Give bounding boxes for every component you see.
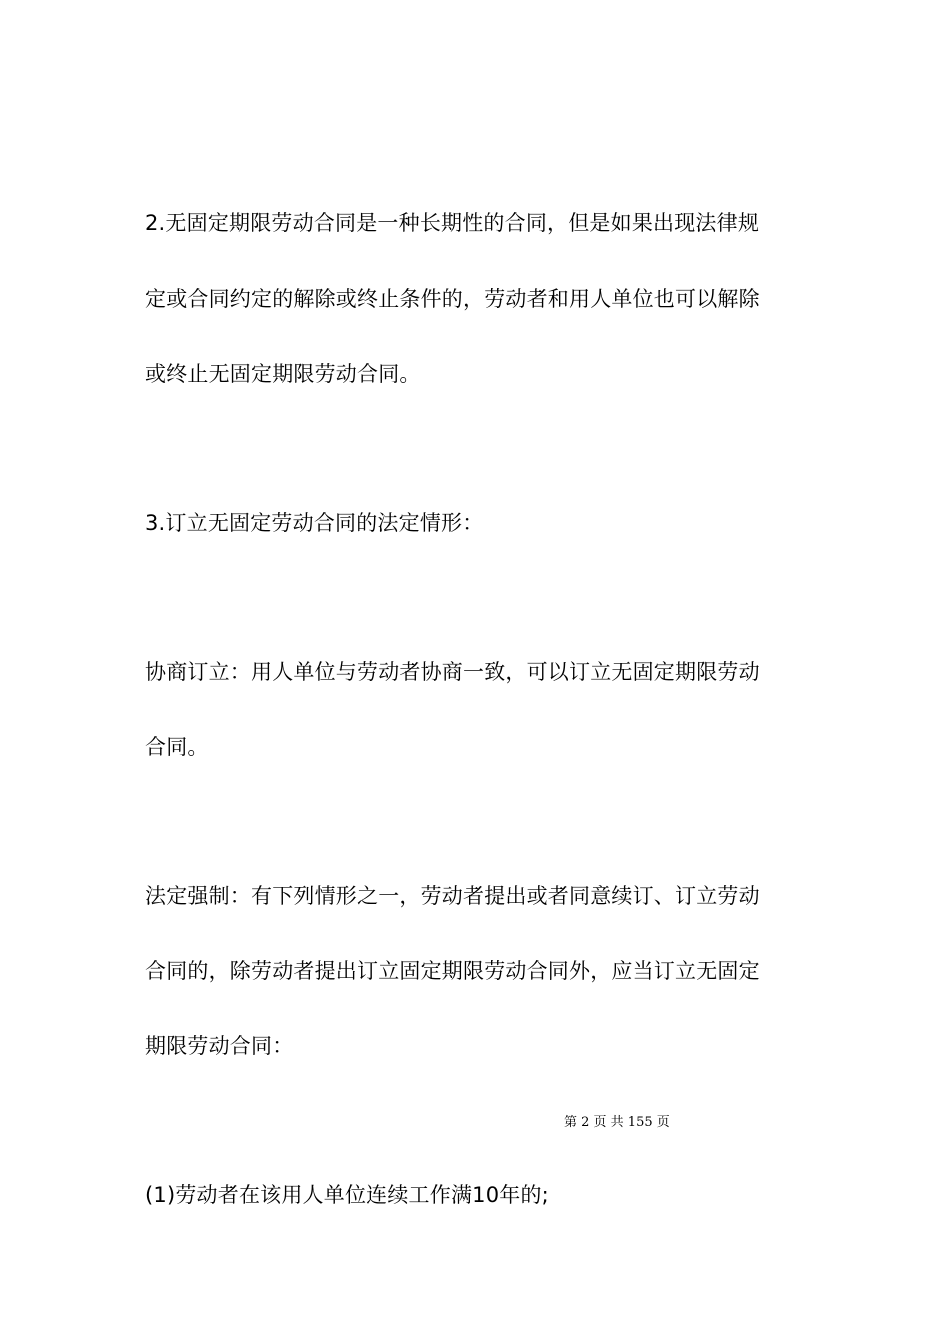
- paragraph-4-line-1: 法定强制：有下列情形之一，劳动者提出或者同意续订、订立劳动: [145, 884, 760, 908]
- paragraph-4-line-2: 合同的，除劳动者提出订立固定期限劳动合同外，应当订立无固定: [145, 959, 760, 983]
- paragraph-3-line-1: 协商订立：用人单位与劳动者协商一致，可以订立无固定期限劳动: [145, 660, 760, 684]
- paragraph-1-line-1: 2.无固定期限劳动合同是一种长期性的合同，但是如果出现法律规: [145, 211, 760, 235]
- paragraph-1-line-2: 定或合同约定的解除或终止条件的，劳动者和用人单位也可以解除: [145, 287, 760, 311]
- page-number-footer: 第 2 页 共 155 页: [564, 1115, 670, 1130]
- paragraph-1-line-3: 或终止无固定期限劳动合同。: [145, 362, 421, 386]
- paragraph-5-line-1: (1)劳动者在该用人单位连续工作满10年的;: [145, 1183, 549, 1207]
- paragraph-2-line-1: 3.订立无固定劳动合同的法定情形：: [145, 511, 484, 535]
- paragraph-4-line-3: 期限劳动合同：: [145, 1034, 294, 1058]
- paragraph-3-line-2: 合同。: [145, 735, 209, 759]
